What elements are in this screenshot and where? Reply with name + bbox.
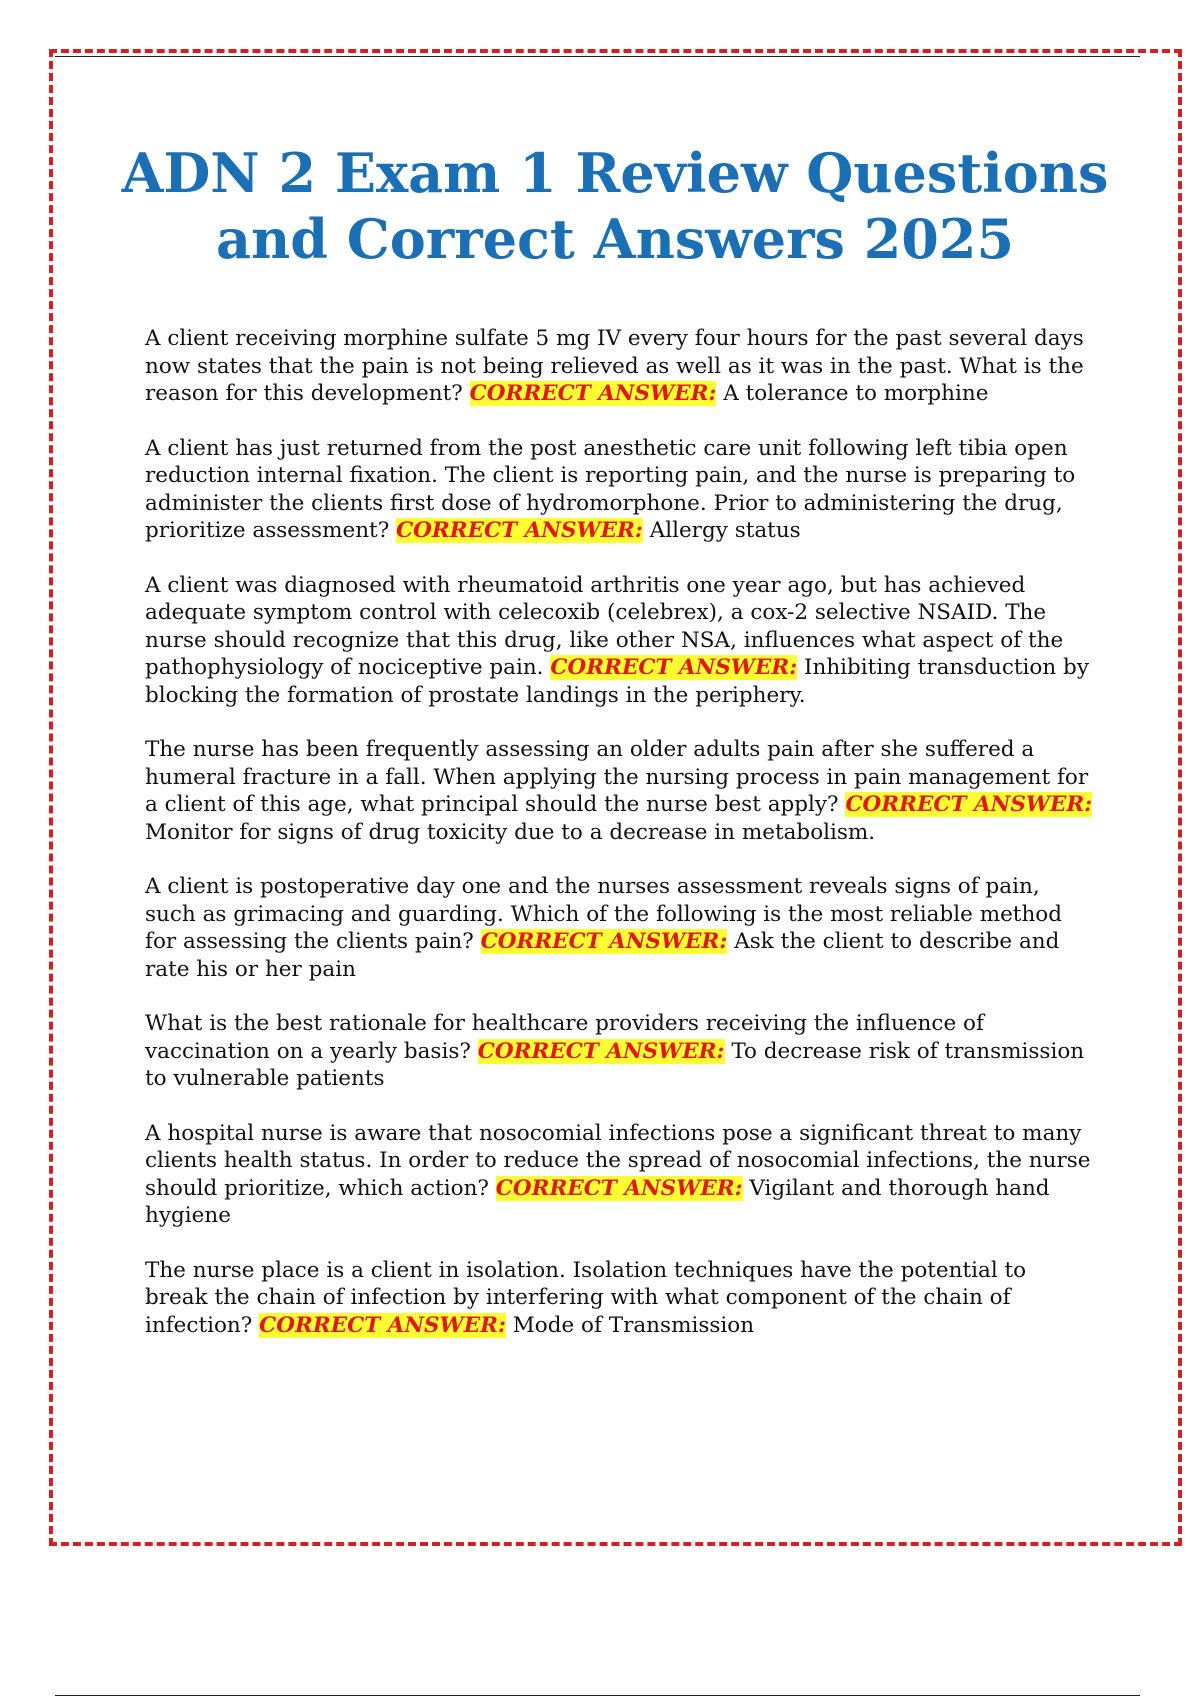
correct-answer-label: CORRECT ANSWER: (259, 1312, 506, 1338)
answer-text: Mode of Transmission (512, 1312, 755, 1338)
question-text: A hospital nurse is aware that nosocomial infections pose a significant threat to many clients health status. In order to reduce the spread of nosocomial infections, the nurse should prioritize, which action? (145, 1120, 1091, 1201)
qa-item-6 (145, 1010, 1095, 1093)
correct-answer-label: CORRECT ANSWER: (396, 518, 643, 543)
answer-text: A tolerance to morphine (723, 381, 989, 406)
question-text: A client is postoperative day one and the nurses assessment reveals signs of pain, such as grimacing and guarding. Which of the following is the most reliable method for assessing the clients pain? (145, 874, 1063, 954)
question-text: The nurse place is a client in isolation. Isolation techniques have the potential to break the chain of infection by interfering with what component of the chain of infection? (145, 1257, 1027, 1338)
document-title: ADN 2 Exam 1 Review Questions and Correct Answers 2025 (121, 141, 1109, 271)
answer-text: Inhibiting transduction by blocking the formation of prostate landings in the periphery. (145, 655, 1089, 708)
question-text: A client has just returned from the post anesthetic care unit following left tibia open reduction internal fixation. The client is reporting pain, and the nurse is preparing to administer the clients first dose of hydromorphone. Prior to administering the drug, prioritize assessment? (145, 435, 1076, 543)
question-text: A client was diagnosed with rheumatoid arthritis one year ago, but has achieved adequate symptom control with celecoxib (celebrex), a cox-2 selective NSAID. The nurse should recognize that this drug, like other NSA, influences what aspect of the pathophysiology of nociceptive pain. (145, 572, 1064, 680)
correct-answer-label: CORRECT ANSWER: (480, 929, 728, 954)
question-answer-list (145, 325, 1095, 1366)
header-rule (55, 56, 1140, 57)
footer-rule (55, 1695, 1140, 1696)
qa-item-7 (145, 1120, 1095, 1230)
answer-text: Allergy status (649, 518, 801, 543)
correct-answer-label: CORRECT ANSWER: (550, 655, 798, 680)
question-text: What is the best rationale for healthcare providers receiving the influence of vaccination on a yearly basis? (145, 1011, 984, 1064)
correct-answer-label: CORRECT ANSWER: (477, 1038, 725, 1064)
answer-text: Monitor for signs of drug toxicity due to a decrease in metabolism. (145, 819, 876, 845)
qa-item-8 (145, 1257, 1095, 1340)
question-text: The nurse has been frequently assessing an older adults pain after she suffered a humeral fracture in a fall. When applying the nursing process in pain management for a client of this age, what principal should the nurse best apply? (145, 737, 1089, 817)
qa-item-3 (145, 572, 1095, 710)
answer-text: To decrease risk of transmission to vulnerable patients (145, 1038, 1085, 1091)
answer-text: Ask the client to describe and rate his or her pain (145, 929, 1060, 982)
correct-answer-label: CORRECT ANSWER: (845, 792, 1093, 817)
qa-item-4 (145, 736, 1095, 846)
qa-item-5 (145, 873, 1095, 983)
qa-item-2 (145, 435, 1095, 545)
correct-answer-label: CORRECT ANSWER: (469, 381, 717, 406)
correct-answer-label: CORRECT ANSWER: (495, 1175, 743, 1201)
qa-item-1 (145, 325, 1095, 408)
question-text: A client receiving morphine sulfate 5 mg IV every four hours for the past several days now states that the pain is not being relieved as well as it was in the past. What is the reason for this development? (145, 326, 1084, 406)
answer-text: Vigilant and thorough hand hygiene (145, 1175, 1050, 1228)
